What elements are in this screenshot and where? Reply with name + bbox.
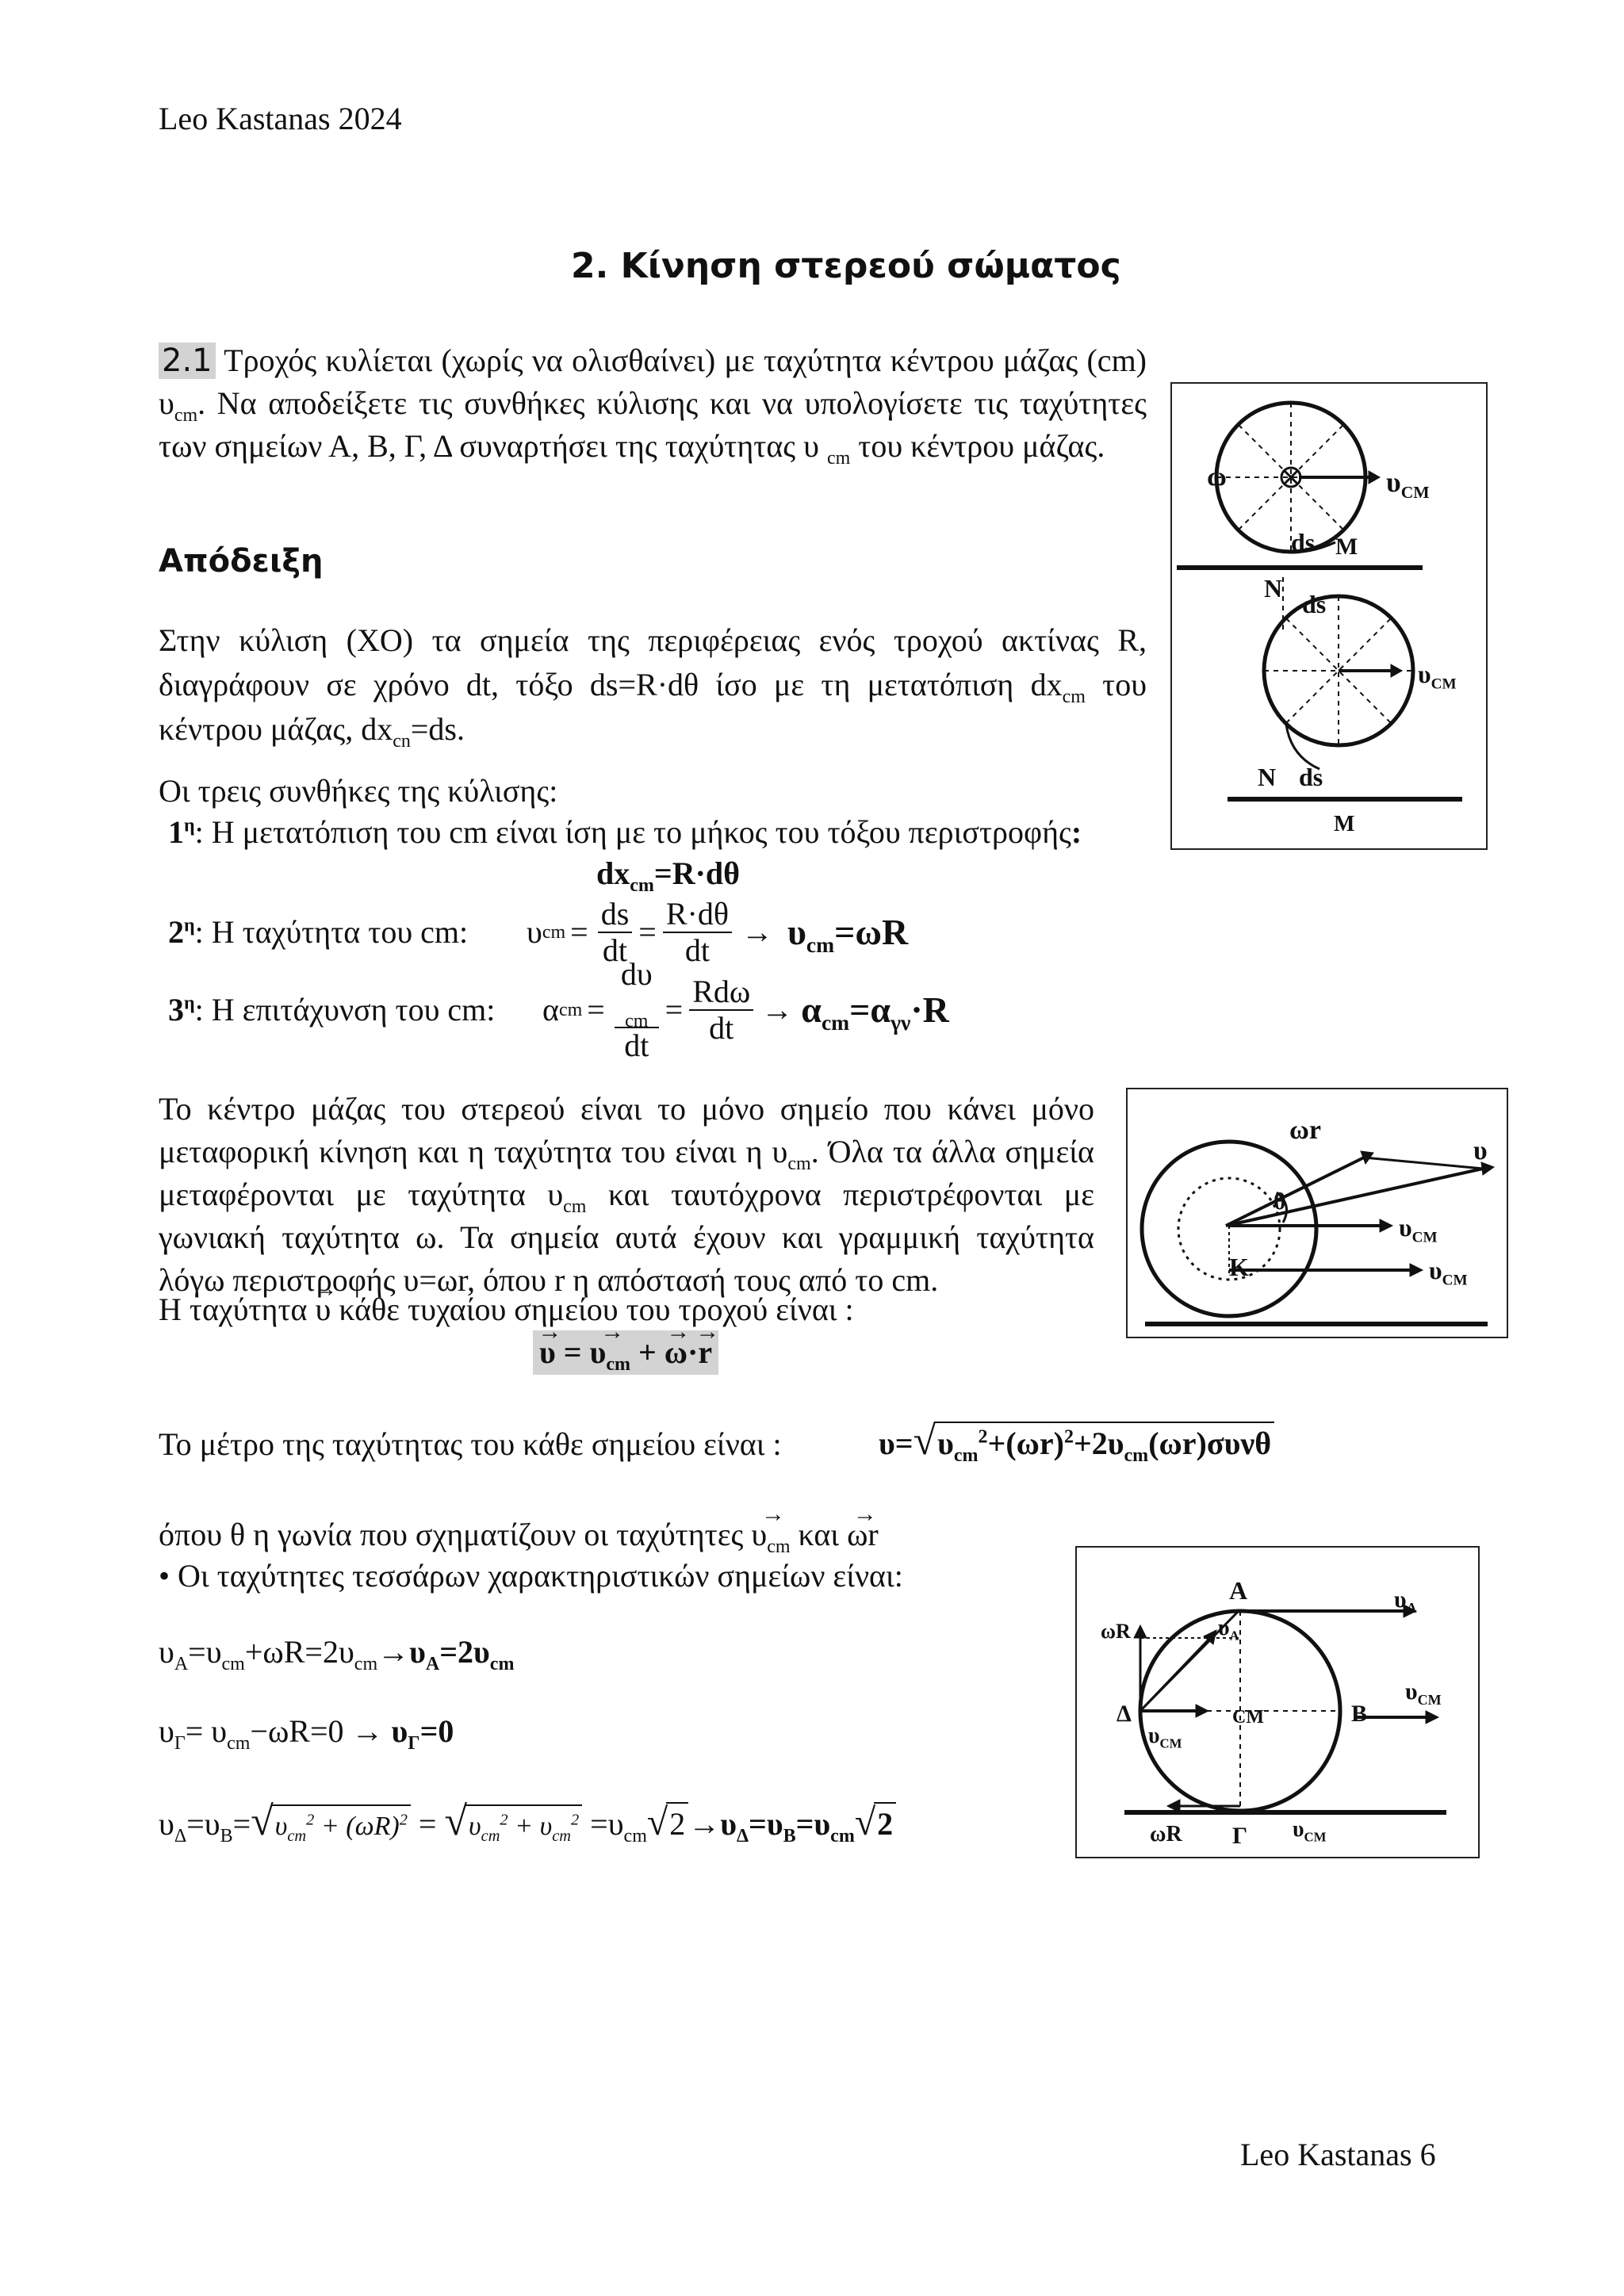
ve-c-sub: cm (606, 1354, 630, 1375)
header-author: Leo Kastanas 2024 (159, 101, 402, 136)
angle-line (159, 1514, 879, 1556)
fig1-N: N (1264, 574, 1283, 603)
c3-f1-num-sub: cm (625, 1011, 649, 1031)
fig2-wr: ωr (1289, 1115, 1321, 1145)
fig2-K: K (1229, 1253, 1249, 1281)
al-a: όπου θ η γωνία που σχηματίζουν οι ταχύτητες (159, 1517, 752, 1552)
magnitude-text: Το μέτρο της ταχύτητας του κάθε σημείου είναι : (159, 1426, 782, 1462)
condition-3-label (168, 989, 495, 1031)
c2-text: : Η ταχύτητα του cm: (194, 914, 469, 950)
fig3-vA2-a: υ (1218, 1616, 1230, 1640)
fig3-vcm-b-sub: CM (1304, 1829, 1327, 1845)
fig3-vcm-center (1148, 1716, 1182, 1757)
c1-colon: : (1071, 814, 1082, 850)
p1-sub1: cm (1062, 687, 1086, 707)
vl-vec: → υ (316, 1289, 331, 1330)
figure-velocity-composition (1126, 1088, 1508, 1338)
c3-frac1 (615, 957, 659, 1063)
c1-f-a: dx (596, 855, 630, 891)
eqA-e: υ (409, 1634, 426, 1670)
fig1-M2: M (1334, 812, 1355, 836)
mag-lhs: υ= (879, 1425, 914, 1461)
vector-line (159, 1289, 854, 1330)
mag-a: υ (937, 1425, 954, 1461)
p2-sub2: cm (563, 1196, 587, 1217)
mag-c: +2υ (1073, 1425, 1124, 1461)
vector-equation (533, 1330, 718, 1375)
figure-rolling-wheel (1170, 382, 1488, 850)
c3-f1-num: dυ (620, 956, 653, 992)
ve-b: = (555, 1334, 590, 1370)
eqG-b: = υ (185, 1713, 228, 1749)
fig1-ds: ds (1291, 528, 1316, 557)
c3-frac2 (689, 974, 753, 1046)
eqG-a: υ (159, 1713, 174, 1749)
fig3-vcm-right (1405, 1671, 1442, 1712)
c3-f1-den: dt (624, 1027, 649, 1063)
mag-sub2: cm (1124, 1445, 1149, 1466)
p2-sub1: cm (787, 1154, 811, 1174)
problem-number: 2.1 (159, 342, 216, 379)
fig1-vcm (1386, 461, 1430, 503)
eqA-c: +ωR=2υ (244, 1634, 354, 1670)
al-v1-sub: cm (767, 1536, 791, 1557)
problem-text-a: Τροχός κυλίεται (χωρίς να ολισθαίνει) με ταχύτητα κέντρου μάζας (cm) υ (159, 342, 1147, 421)
eqG-sub3: Γ (408, 1733, 420, 1754)
c2-arrow: → (741, 914, 774, 950)
fig1-M: M (1335, 534, 1358, 560)
eqD-r1-sup: 2 (306, 1811, 315, 1829)
c2-frac2 (663, 897, 732, 968)
eqD-e: → (688, 1806, 721, 1842)
problem-text-b: . Να αποδείξετε τις συνθήκες κύλισης και να υπολογίσετε τις ταχύτητες των σημείων Α, Β, Γ, Δ συναρτήσει της ταχύτητας υ (159, 385, 1147, 464)
bullet-line: • Οι ταχύτητες τεσσάρων χαρακτηριστικών σημείων είναι: (159, 1558, 903, 1594)
problem-text-c: του κέντρου μάζας. (850, 428, 1105, 464)
eqD-r1a: υ (274, 1812, 288, 1841)
c2-res-sub: cm (806, 932, 835, 958)
c2-f2-num: R·dθ (663, 897, 732, 933)
ve-d: + (630, 1334, 665, 1370)
eqG-sub2: cm (227, 1733, 251, 1754)
c3-res-c: ·R (910, 989, 949, 1030)
c2-num: 2 (168, 914, 184, 950)
fig1-vcm-a: υ (1386, 466, 1401, 498)
p2-c: και ταυτόχρονα περιστρέφονται με γωνιακή ταχύτητα ω. Τα σημεία αυτά έχουν και γραμμική ταχύτητα λόγω περιστροφής υ=ωr, όπου r η απόστασή τους από το cm. (159, 1177, 1094, 1298)
eqD-r1-sup2: 2 (399, 1811, 408, 1829)
condition-2-label (168, 912, 468, 953)
fig2-vcm2-a: υ (1429, 1256, 1442, 1284)
c3-res-a: α (801, 989, 822, 1030)
c2-res-a: υ (787, 912, 806, 952)
p1-a: Στην κύλιση (ΧΟ) τα σημεία της περιφέρειας ενός τροχού ακτίνας R, διαγράφουν σε χρόνο dt, τόξο ds=R·dθ ίσο με τη μετατόπιση dx (159, 622, 1147, 702)
fig3-vcm-c-sub: CM (1159, 1735, 1182, 1751)
eqD-sub5: Β (783, 1826, 796, 1846)
problem-sub2: cm (826, 448, 851, 469)
c3-eq2: = (665, 992, 684, 1027)
c2-res-b: =ωR (834, 912, 909, 952)
ve-f: · (688, 1334, 699, 1370)
page-title: 2. Κίνηση στερεού σώματος (571, 246, 1121, 286)
c3-lhs: α (542, 992, 559, 1027)
proof-heading: Απόδειξη (159, 543, 324, 580)
eqD-r2b: + υ (508, 1812, 553, 1841)
fig2-vcm-sub: CM (1411, 1229, 1438, 1246)
eqD-g: =υ (749, 1806, 783, 1842)
footer-page: Leo Kastanas 6 (1240, 2137, 1436, 2172)
fig2-theta: θ (1274, 1188, 1286, 1215)
al-v2: → ωr (847, 1514, 879, 1556)
eqD-r2-sub: cm (481, 1827, 500, 1845)
fig3-vcm-c-a: υ (1148, 1724, 1160, 1748)
problem-statement (159, 339, 1147, 468)
fig3-vA-a: υ (1394, 1586, 1407, 1613)
fig1-vcm-sub: CM (1400, 483, 1430, 503)
eqA-b: =υ (188, 1634, 222, 1670)
c3-num: 3 (168, 992, 184, 1027)
ve-c: υ (589, 1334, 607, 1370)
c2-eq2: = (638, 914, 657, 950)
fig1-omega: ω (1207, 462, 1227, 492)
c1-sup: η (184, 815, 195, 836)
c2-sup: η (184, 915, 195, 936)
paragraph-rolling (159, 618, 1147, 752)
eqA-sub1: Α (174, 1654, 189, 1674)
p2-b: . Όλα τα άλλα σημεία μεταφέρονται με ταχύτητα υ (159, 1134, 1094, 1212)
vl-a: Η ταχύτητα (159, 1292, 316, 1327)
fig1-ds2: ds (1302, 590, 1327, 618)
fig3-vcm-bottom (1293, 1809, 1327, 1850)
p1-b: του κέντρου μάζας, dx (159, 667, 1147, 747)
c3-res-sub2: γν (891, 1010, 911, 1035)
al-v1: υ (751, 1517, 768, 1552)
eqD-d: =υ (582, 1806, 624, 1842)
fig3-vA2 (1218, 1608, 1239, 1649)
eqD-r1-sub: cm (287, 1827, 307, 1845)
mag-b: +(ωr) (987, 1425, 1064, 1461)
al-b: και (790, 1517, 848, 1552)
fig1-N2: N (1258, 763, 1277, 791)
fig1-ds3: ds (1299, 763, 1323, 791)
eqA-d: → (377, 1634, 410, 1670)
eqA-sub2: cm (221, 1654, 245, 1674)
eqD-sub2: Β (220, 1826, 233, 1846)
fig3-wR-bottom: ωR (1150, 1822, 1182, 1846)
vl-b: κάθε τυχαίου σημείου του τροχού είναι : (331, 1292, 854, 1327)
fig2-vcm-a: υ (1399, 1213, 1412, 1242)
mag-sub: cm (953, 1445, 979, 1466)
c3-arrow: → (761, 992, 794, 1027)
eqD-eq: = (410, 1806, 445, 1842)
c3-res-b: =α (849, 989, 891, 1030)
magnitude-formula: $\upsilon=√\upsilon_{cm}^2+(\omega r)^2+2\upsilon_{cm}(\omega r)\sigma\upsilon\nu\theta$ (879, 1421, 1274, 1464)
condition-1 (168, 812, 1082, 853)
p1-sub2: cn (393, 731, 411, 752)
fig3-G: Γ (1232, 1823, 1248, 1849)
fig2-vcm (1399, 1207, 1438, 1248)
c2-f1-den: dt (602, 932, 628, 968)
c3-text: : Η επιτάχυνση του cm: (194, 992, 496, 1027)
eqD-b: =υ (186, 1806, 220, 1842)
c2-eq1: = (570, 914, 588, 950)
eqG-sub1: Γ (174, 1733, 186, 1754)
fig2-vcm2-sub: CM (1442, 1272, 1468, 1289)
condition-1-formula (596, 853, 740, 894)
c2-f1-num: ds (598, 897, 633, 933)
eqD-a: υ (159, 1806, 174, 1842)
c1-text: : Η μετατόπιση του cm είναι ίση με το μήκος του τόξου περιστροφής (194, 814, 1071, 850)
ve-e: → ω (665, 1332, 688, 1373)
fig3-vcm-r-a: υ (1405, 1678, 1418, 1705)
fig3-CM: CM (1232, 1707, 1264, 1728)
fig3-vcm-b-a: υ (1293, 1817, 1304, 1842)
eqD-sqrt2b: 2 (874, 1802, 896, 1845)
ve-a: → υ (539, 1332, 556, 1373)
fig1-vcm2-a: υ (1418, 660, 1431, 688)
conditions-intro: Οι τρεις συνθήκες της κύλισης: (159, 773, 558, 809)
c3-f2-den: dt (709, 1010, 734, 1046)
fig3-vcm-r-sub: CM (1417, 1692, 1442, 1708)
eqD-sub1: Δ (174, 1826, 187, 1846)
eqG-c: −ωR=0 → (250, 1713, 392, 1749)
eqD-sqrt2: 2 (666, 1802, 688, 1845)
fig3-B: B (1351, 1701, 1368, 1727)
eqD-sub6: cm (830, 1826, 855, 1846)
eqD-c: = (232, 1806, 251, 1842)
fig1-vcm2-sub: CM (1431, 675, 1457, 693)
mag-d: (ωr)συνθ (1148, 1425, 1272, 1461)
fig1-vcm2 (1418, 653, 1457, 695)
c1-f-sub: cm (630, 875, 654, 896)
fig3-wR: ωR (1101, 1620, 1131, 1643)
fig3-A: A (1229, 1576, 1248, 1605)
paragraph-translation (159, 1088, 1094, 1302)
c2-lhs: υ (527, 914, 542, 950)
c1-num: 1 (168, 814, 184, 850)
eqD-r2a: υ (469, 1812, 481, 1841)
eqA-sub4: Α (425, 1654, 440, 1674)
ve-g: → r (698, 1332, 712, 1373)
p1-c: =ds. (410, 711, 465, 747)
eqD-sub4: Δ (736, 1826, 749, 1846)
eqD-r2-sup2: 2 (570, 1811, 580, 1829)
c1-f-b: =R·dθ (653, 855, 741, 891)
problem-sub: cm (174, 405, 198, 426)
c3-eq1: = (587, 992, 605, 1027)
mag-sup2: 2 (1063, 1426, 1074, 1448)
figure-characteristic-points (1075, 1546, 1480, 1858)
figure1-drawing (1172, 384, 1486, 848)
eqD-sub3: cm (623, 1826, 647, 1846)
c3-res-sub: cm (821, 1010, 850, 1035)
eqG-d: υ (391, 1713, 408, 1749)
equation-vD: $\upsilon_\Delta=\upsilon_B=√\upsilon_{cm}^2 + (\omega R)^2 = √\upsilon_{cm}^2 + \upsilon_{cm}^2 =\upsilon_{cm}√2 \to\upsilon_\Delta=\upsilon_B=\upsilon_{cm}√2$ (159, 1801, 896, 1847)
equation-vG (159, 1711, 454, 1752)
fig2-vcm2 (1429, 1249, 1468, 1291)
eqA-sub5: cm (489, 1654, 515, 1674)
eqD-h: =υ (795, 1806, 831, 1842)
eqA-f: =2υ (439, 1634, 490, 1670)
fig3-D: Δ (1116, 1701, 1132, 1727)
fig3-vA (1394, 1579, 1417, 1621)
c2-f2-den: dt (684, 932, 710, 968)
eqD-r2-sub2: cm (552, 1827, 571, 1845)
eqD-f: υ (720, 1806, 737, 1842)
equation-vA (159, 1632, 514, 1673)
p2-a: Το κέντρο μάζας του στερεού είναι το μόνο σημείο που κάνει μόνο μεταφορική κίνηση και η ταχύτητα του είναι η υ (159, 1091, 1094, 1169)
fig3-vA2-sub: A (1229, 1628, 1239, 1644)
eqD-r2-sup: 2 (500, 1811, 508, 1829)
eqD-r1b: + (ωR) (314, 1812, 400, 1841)
c3-f2-num: Rdω (689, 974, 753, 1011)
condition-3-formula: α cm = dυ $_{cm}$ dt = $\frac{\text{Rdω}}{dt}$ → $\alpha_{cm}=\alpha_{\gamma\nu}\cdot R$ (542, 956, 949, 1063)
fig3-vA-sub: A (1406, 1600, 1417, 1616)
mag-sup: 2 (978, 1426, 988, 1448)
fig2-v: υ (1473, 1136, 1488, 1165)
c3-sup: η (184, 993, 195, 1014)
eqA-sub3: cm (354, 1654, 378, 1674)
eqA-a: υ (159, 1634, 174, 1670)
eqG-e: =0 (419, 1713, 454, 1749)
condition-2-formula: υ cm = $\frac{ds}{dt}$ = $\frac{R\cdot d\theta}{dt}$ → $\upsilon_{cm}=\omega R$ (527, 896, 909, 968)
